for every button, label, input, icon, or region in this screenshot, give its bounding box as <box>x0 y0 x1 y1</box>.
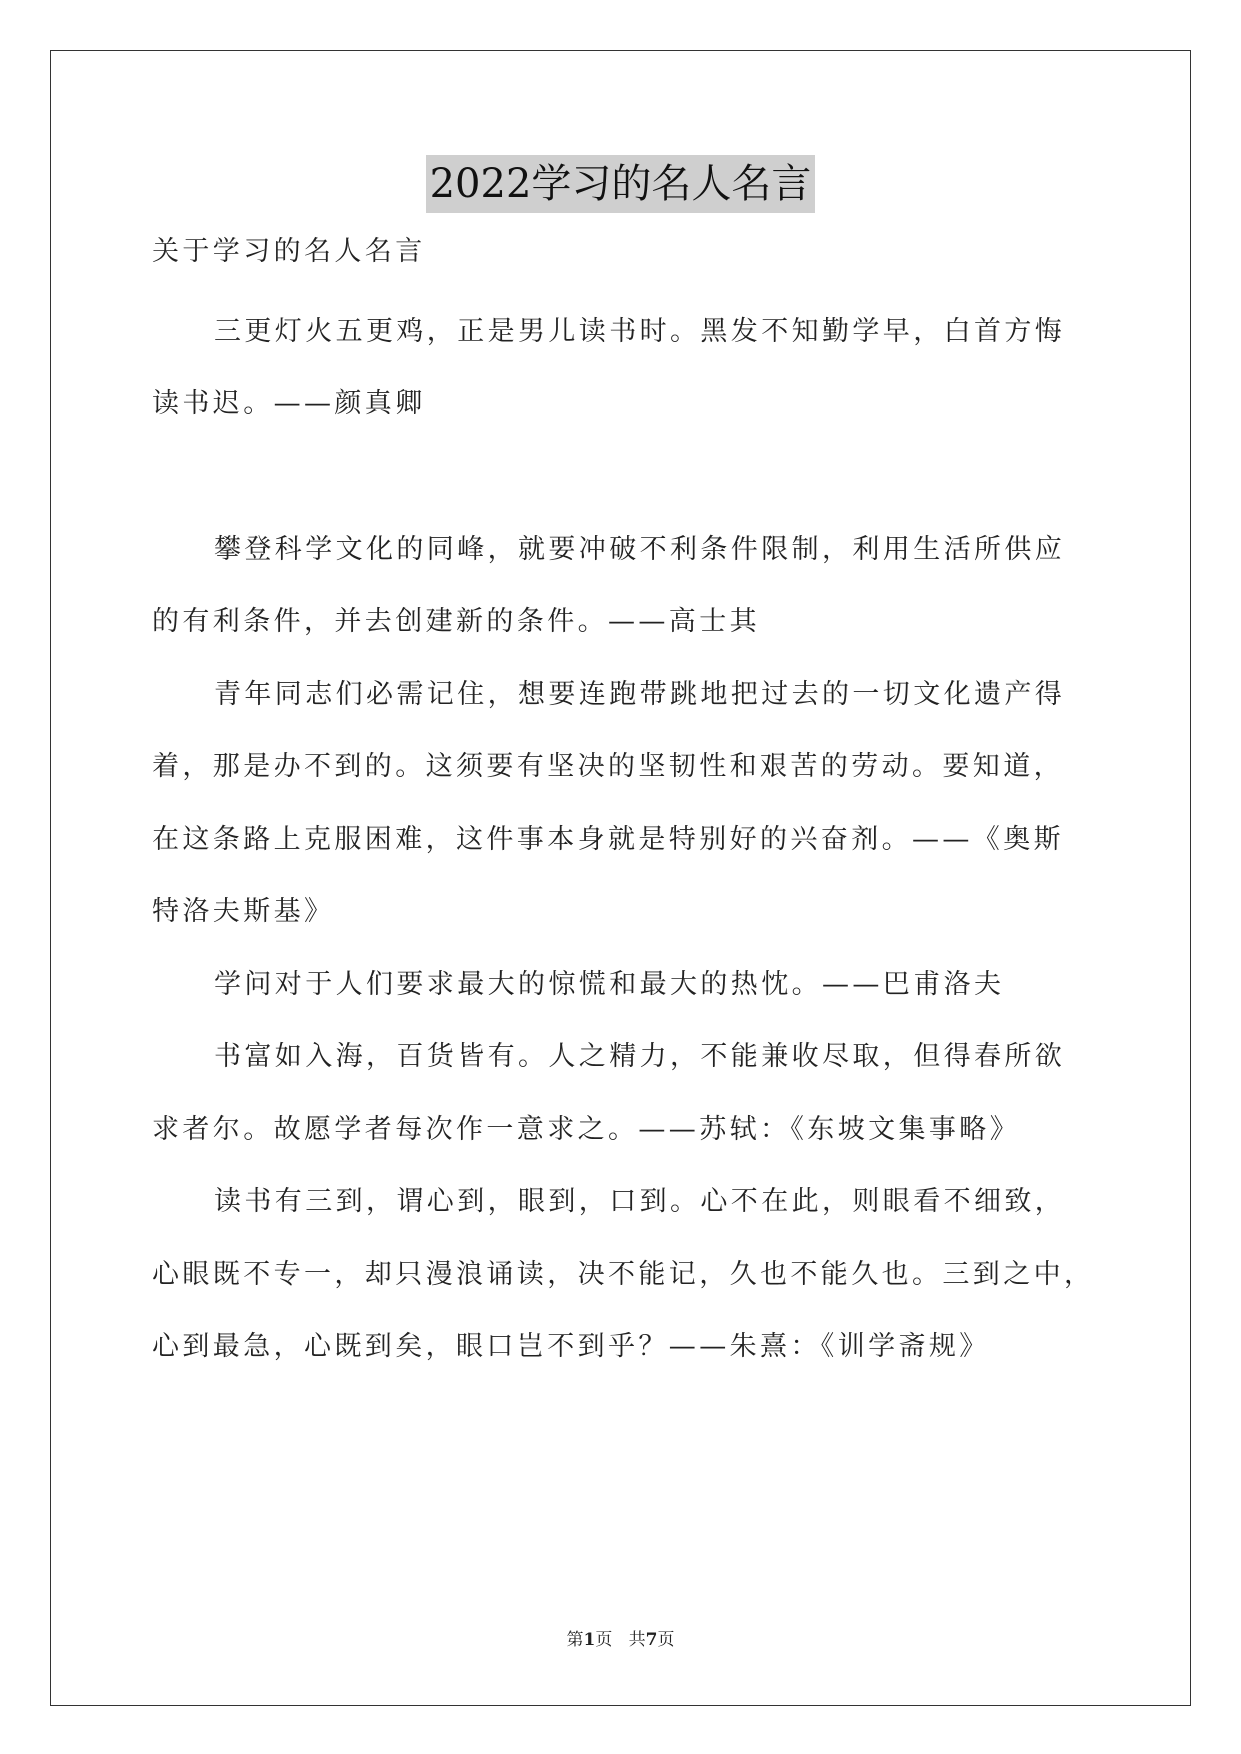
title-container <box>0 155 1241 213</box>
text-line: 书富如入海，百货皆有。人之精力，不能兼收尽取，但得春所欲 <box>214 1041 1066 1072</box>
text-line: 求者尔。故愿学者每次作一意求之。——苏轼：《东坡文集事略》 <box>152 1114 1021 1145</box>
text-line: 学问对于人们要求最大的惊慌和最大的热忱。——巴甫洛夫 <box>214 969 1005 1000</box>
text-line: 在这条路上克服困难，这件事本身就是特别好的兴奋剂。——《奥斯 <box>152 824 1064 855</box>
footer-page-number: 1 <box>583 1630 596 1650</box>
text-line: 三更灯火五更鸡，正是男儿读书时。黑发不知勤学早，白首方悔 <box>214 316 1066 347</box>
text-line: 读书有三到，谓心到，眼到，口到。心不在此，则眼看不细致， <box>214 1186 1066 1217</box>
footer-page-suffix: 页 <box>595 1630 613 1650</box>
footer-total-suffix: 页 <box>657 1630 675 1650</box>
subtitle: 关于学习的名人名言 <box>152 236 426 267</box>
text-line: 着，那是办不到的。这须要有坚决的坚韧性和艰苦的劳动。要知道， <box>152 751 1064 782</box>
text-line: 心到最急，心既到矣，眼口岂不到乎？——朱熹：《训学斋规》 <box>152 1331 990 1362</box>
text-line: 读书迟。——颜真卿 <box>152 388 426 419</box>
document-title: 2022学习的名人名言 <box>426 155 816 213</box>
footer-prefix: 第 <box>566 1630 584 1650</box>
text-line: 的有利条件，并去创建新的条件。——高士其 <box>152 606 760 637</box>
page-border <box>50 50 1191 1706</box>
page-footer <box>0 1625 1241 1650</box>
text-line: 青年同志们必需记住，想要连跑带跳地把过去的一切文化遗产得 <box>214 679 1066 710</box>
footer-total-prefix: 共 <box>628 1630 646 1650</box>
text-line: 特洛夫斯基》 <box>152 896 335 927</box>
footer-total-pages: 7 <box>645 1630 658 1650</box>
text-line: 心眼既不专一，却只漫浪诵读，决不能记，久也不能久也。三到之中， <box>152 1259 1095 1290</box>
text-line: 攀登科学文化的同峰，就要冲破不利条件限制，利用生活所供应 <box>214 534 1066 565</box>
